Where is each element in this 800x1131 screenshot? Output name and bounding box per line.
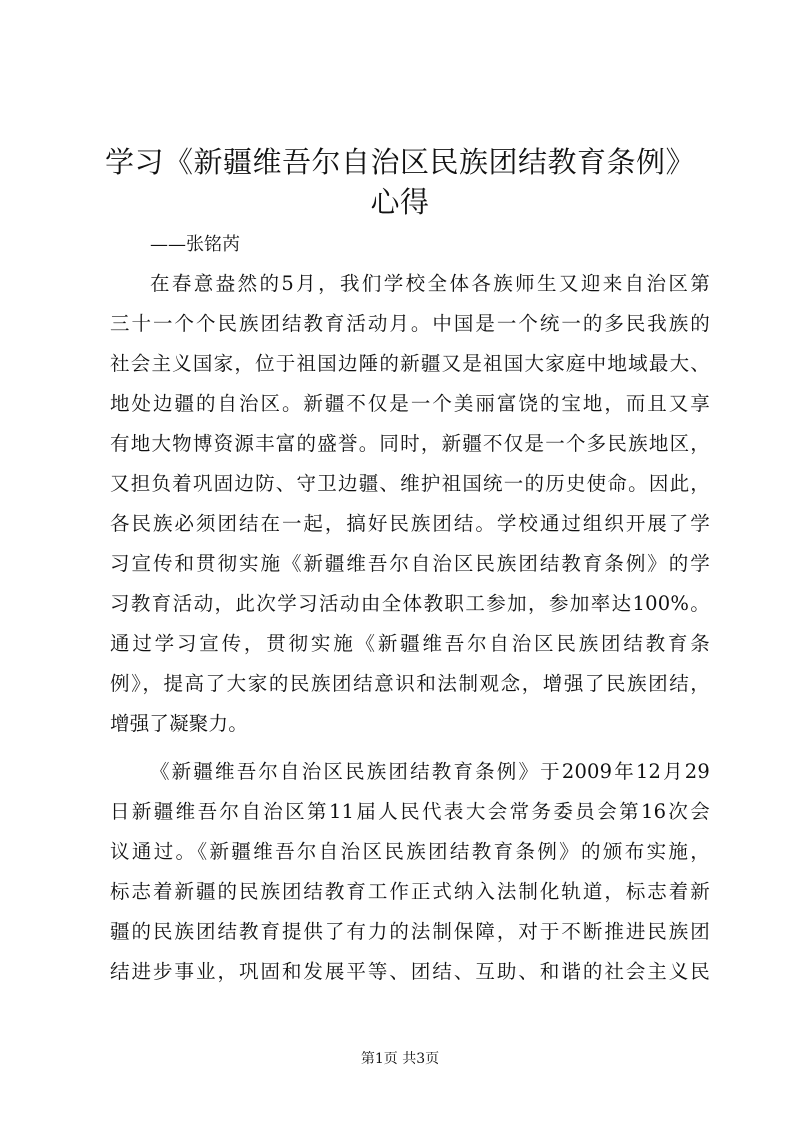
paragraph-1-line: 社会主义国家，位于祖国边陲的新疆又是祖国大家庭中地域最大、: [110, 352, 710, 375]
paragraph-1-line: 有地大物博资源丰富的盛誉。同时，新疆不仅是一个多民族地区，: [110, 432, 710, 455]
paragraph-1-line: 三十一个个民族团结教育活动月。中国是一个统一的多民我族的: [110, 312, 710, 335]
paragraph-1-line: 习教育活动，此次学习活动由全体教职工参加，参加率达100%。: [110, 592, 710, 615]
paragraph-1-line: 例》，提高了大家的民族团结意识和法制观念，增强了民族团结，: [110, 672, 710, 695]
paragraph-2-line: 日新疆维吾尔自治区第11届人民代表大会常务委员会第16次会: [110, 800, 710, 823]
paragraph-1-line: 地处边疆的自治区。新疆不仅是一个美丽富饶的宝地，而且又享: [110, 392, 710, 415]
paragraph-1-line: 习宣传和贯彻实施《新疆维吾尔自治区民族团结教育条例》的学: [110, 552, 710, 575]
document-title-line-1: 学习《新疆维吾尔自治区民族团结教育条例》: [104, 145, 695, 179]
paragraph-2-line: 《新疆维吾尔自治区民族团结教育条例》于2009年12月29: [150, 760, 710, 783]
paragraph-2-line: 结进步事业，巩固和发展平等、团结、互助、和谐的社会主义民: [110, 960, 710, 983]
document-title-line-2: 心得: [370, 185, 430, 219]
paragraph-1-line: 增强了凝聚力。: [110, 712, 248, 735]
paragraph-1-line: 又担负着巩固边防、守卫边疆、维护祖国统一的历史使命。因此，: [110, 472, 710, 495]
paragraph-1-line: 通过学习宣传，贯彻实施《新疆维吾尔自治区民族团结教育条: [110, 632, 710, 655]
paragraph-2-line: 标志着新疆的民族团结教育工作正式纳入法制化轨道，标志着新: [110, 880, 710, 903]
page-footer: 第1页 共3页: [360, 1051, 440, 1067]
paragraph-2-line: 疆的民族团结教育提供了有力的法制保障，对于不断推进民族团: [110, 920, 710, 943]
paragraph-1-line: 在春意盎然的5月，我们学校全体各族师生又迎来自治区第: [150, 272, 710, 295]
author-line: ——张铭芮: [150, 234, 240, 255]
paragraph-2-line: 议通过。《新疆维吾尔自治区民族团结教育条例》的颁布实施，: [110, 840, 710, 863]
paragraph-1-line: 各民族必须团结在一起，搞好民族团结。学校通过组织开展了学: [110, 512, 710, 535]
